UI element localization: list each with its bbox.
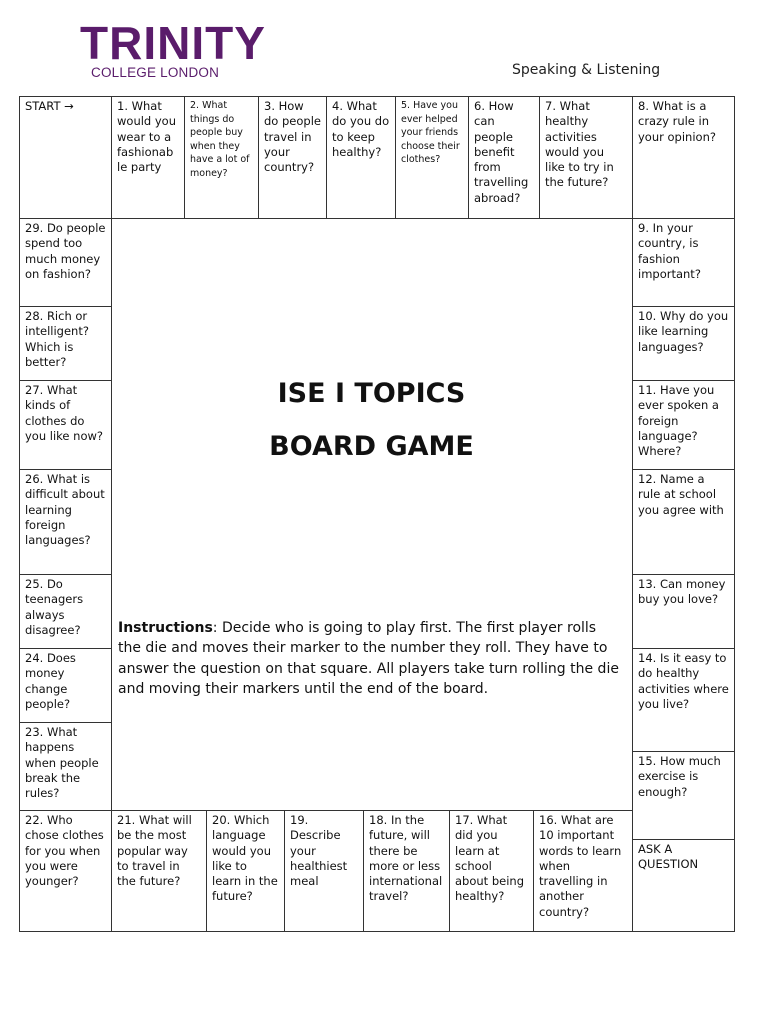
square-14: 14. Is it easy to do healthy activities where you live? bbox=[632, 648, 735, 752]
square-28: 28. Rich or intelligent? Which is better? bbox=[19, 306, 112, 381]
board-title-line1: ISE I TOPICS bbox=[277, 378, 466, 409]
square-12: 12. Name a rule at school you agree with bbox=[632, 469, 735, 575]
instructions-paragraph bbox=[118, 618, 623, 699]
square-27: 27. What kinds of clothes do you like now? bbox=[19, 380, 112, 470]
square-29: 29. Do people spend too much money on fashion? bbox=[19, 218, 112, 307]
square-17: 17. What did you learn at school about being healthy? bbox=[449, 810, 534, 932]
square-25: 25. Do teenagers always disagree? bbox=[19, 574, 112, 649]
square-22: 22. Who chose clothes for you when you were younger? bbox=[19, 810, 112, 932]
square-11: 11. Have you ever spoken a foreign language? Where? bbox=[632, 380, 735, 470]
square-26: 26. What is difficult about learning foreign languages? bbox=[19, 469, 112, 575]
instructions-text: : Decide who is going to play first. The first player rolls the die and moves their marker to the number they roll. They have to answer the question on that square. All players take turn rolling the die and moving their markers until the end of the board. bbox=[118, 620, 619, 697]
square-1: 1. What would you wear to a fashionab le party bbox=[111, 96, 185, 219]
square-13: 13. Can money buy you love? bbox=[632, 574, 735, 649]
square-10: 10. Why do you like learning languages? bbox=[632, 306, 735, 381]
square-19: 19. Describe your healthiest meal bbox=[284, 810, 364, 932]
square-8: 8. What is a crazy rule in your opinion? bbox=[632, 96, 735, 219]
board-title-line2: BOARD GAME bbox=[269, 431, 474, 462]
logo-college-london: COLLEGE LONDON bbox=[91, 65, 220, 80]
square-4: 4. What do you do to keep healthy? bbox=[326, 96, 396, 219]
section-label: Speaking & Listening bbox=[512, 62, 661, 78]
square-24: 24. Does money change people? bbox=[19, 648, 112, 723]
square-21: 21. What will be the most popular way to travel in the future? bbox=[111, 810, 207, 932]
square-start: START → bbox=[19, 96, 112, 219]
square-3: 3. How do people travel in your country? bbox=[258, 96, 327, 219]
square-23: 23. What happens when people break the rules? bbox=[19, 722, 112, 811]
square-7: 7. What healthy activities would you like to try in the future? bbox=[539, 96, 633, 219]
square-5: 5. Have you ever helped your friends choose their clothes? bbox=[395, 96, 469, 219]
square-ask-a-question: ASK A QUESTION bbox=[632, 839, 735, 932]
logo-trinity: TRINITY bbox=[80, 17, 266, 69]
instructions-label: Instructions bbox=[118, 620, 213, 636]
square-16: 16. What are 10 important words to learn when travelling in another country? bbox=[533, 810, 633, 932]
square-2: 2. What things do people buy when they have a lot of money? bbox=[184, 96, 259, 219]
square-9: 9. In your country, is fashion important? bbox=[632, 218, 735, 307]
square-20: 20. Which language would you like to learn in the future? bbox=[206, 810, 285, 932]
square-15: 15. How much exercise is enough? bbox=[632, 751, 735, 840]
square-6: 6. How can people benefit from travelling abroad? bbox=[468, 96, 540, 219]
board-center bbox=[111, 218, 632, 811]
square-18: 18. In the future, will there be more or less international travel? bbox=[363, 810, 450, 932]
